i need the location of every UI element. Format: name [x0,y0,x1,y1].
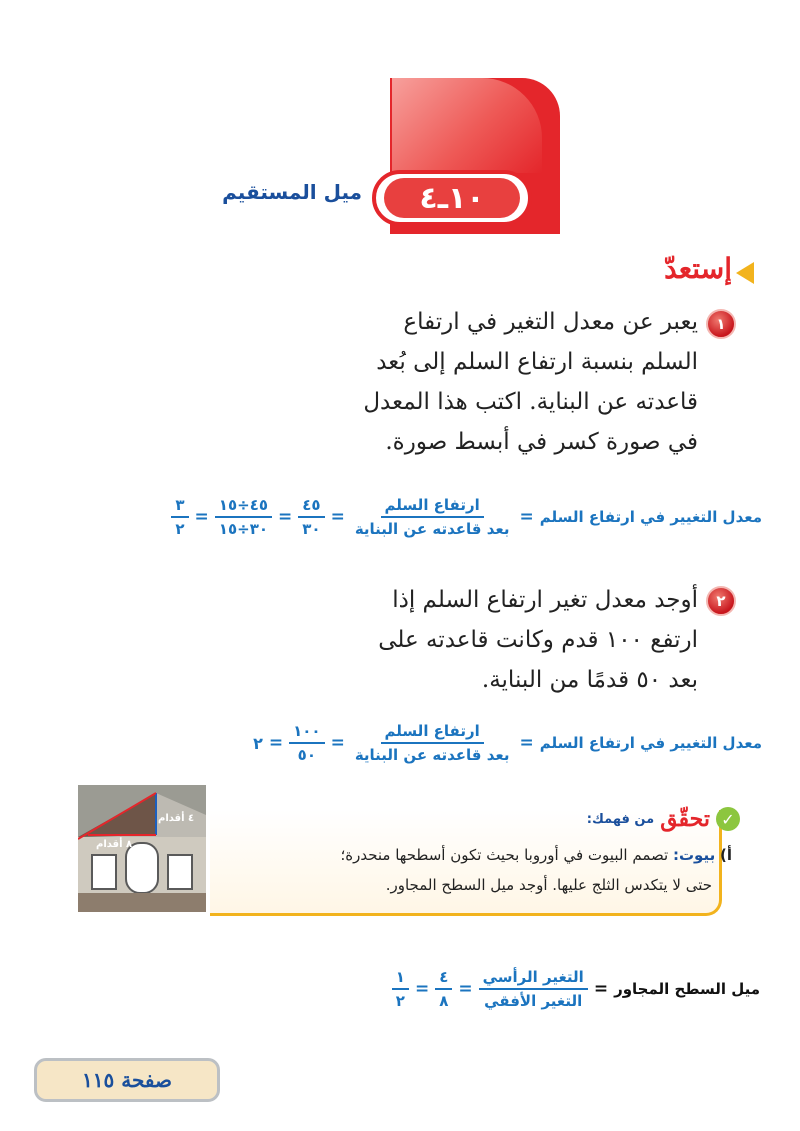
equation-1-fraction [351,496,514,538]
fraction-numerator: ١٠٠ [289,722,324,744]
equation-2-result: ٢ [253,733,263,753]
house-roof-photo [78,785,206,912]
fraction-numerator: ١ [392,968,409,990]
fraction-denominator: ٨ [439,992,449,1010]
exercise-line-1 [220,846,732,864]
equals-sign: = [593,979,609,999]
lesson-number: ١٠ـ٤ [384,178,520,218]
equation-3-result [392,968,409,1010]
question-2-line: بعد ٥٠ قدمًا من البناية. [481,667,698,693]
fraction-numerator: ٤ [435,968,452,990]
equals-sign: = [268,733,284,753]
prepare-heading: إستعدّ [664,252,732,285]
equation-1-label: معدل التغيير في ارتفاع السلم [539,508,762,526]
fraction-numerator: التغير الرأسي [479,968,588,990]
equals-sign: = [458,979,473,999]
fraction-denominator: ٢ [395,992,405,1010]
question-2-bullet: ٢ [706,586,736,616]
fraction-numerator: ارتفاع السلم [381,496,484,518]
question-1-line: قاعدته عن البناية. اكتب هذا المعدل [363,389,698,415]
question-2-text [330,580,698,700]
check-mark-icon: ✓ [716,807,740,831]
fraction-denominator: التغير الأفقي [484,992,583,1010]
question-1-line: السلم بنسبة ارتفاع السلم إلى بُعد [376,349,698,375]
question-1-text [300,302,698,462]
check-understanding-title [560,806,740,832]
equals-sign: = [414,979,430,999]
equals-sign: = [519,733,534,753]
equals-sign: = [194,507,209,527]
equation-2-fraction [351,722,514,764]
equation-3-fraction [479,968,588,1010]
equation-1 [171,496,762,538]
equals-sign: = [330,507,345,527]
equation-2-step2 [289,722,324,764]
check-subtitle: من فهمك: [586,811,655,827]
question-1-line: في صورة كسر في أبسط صورة. [385,429,698,455]
equation-2-label: معدل التغيير في ارتفاع السلم [539,734,762,752]
fraction-denominator: ٢ [175,520,185,538]
lesson-banner-curl [392,78,542,173]
fraction-denominator: بعد قاعدته عن البناية [354,520,510,538]
fraction-denominator: ٥٠ [297,746,316,764]
question-1-line: يعبر عن معدل التغير في ارتفاع [403,309,698,335]
equals-sign: = [330,733,345,753]
lesson-title: ميل المستقيم [222,180,362,204]
fraction-denominator: ٣٠ [302,520,321,538]
fraction-numerator: ٤٥ [298,496,324,518]
question-2-line: ارتفع ١٠٠ قدم وكانت قاعدته على [378,627,698,653]
equation-1-step2 [298,496,324,538]
photo-label-rise: ٤ أقدام [158,813,195,824]
fraction-numerator: ارتفاع السلم [381,722,484,744]
equation-1-result [171,496,188,538]
equation-1-step3 [215,496,272,538]
fraction-denominator: بعد قاعدته عن البناية [354,746,510,764]
equals-sign: = [519,507,534,527]
equation-3 [392,968,760,1010]
exercise-line-2: حتى لا يتكدس الثلج عليها. أوجد ميل السطح المجاور. [385,876,712,894]
exercise-text: تصمم البيوت في أوروبا بحيث تكون أسطحها منحدرة؛ [340,846,669,864]
photo-label-run: ٨ أقدام [96,839,133,850]
equals-sign: = [278,507,293,527]
question-1-bullet: ١ [706,309,736,339]
equation-3-step2 [435,968,452,1010]
fraction-numerator: ٤٥÷١٥ [215,496,272,518]
question-2-line: أوجد معدل تغير ارتفاع السلم إذا [392,587,698,613]
exercise-keyword: بيوت: [672,846,716,864]
fraction-denominator: ٣٠÷١٥ [218,520,268,538]
exercise-letter: أ) [720,846,732,864]
page-number: صفحة ١١٥ [34,1058,220,1102]
fraction-numerator: ٣ [171,496,188,518]
equation-2 [253,722,762,764]
check-title-word: تحقّق [660,806,710,832]
equation-3-label: ميل السطح المجاور [614,980,760,998]
